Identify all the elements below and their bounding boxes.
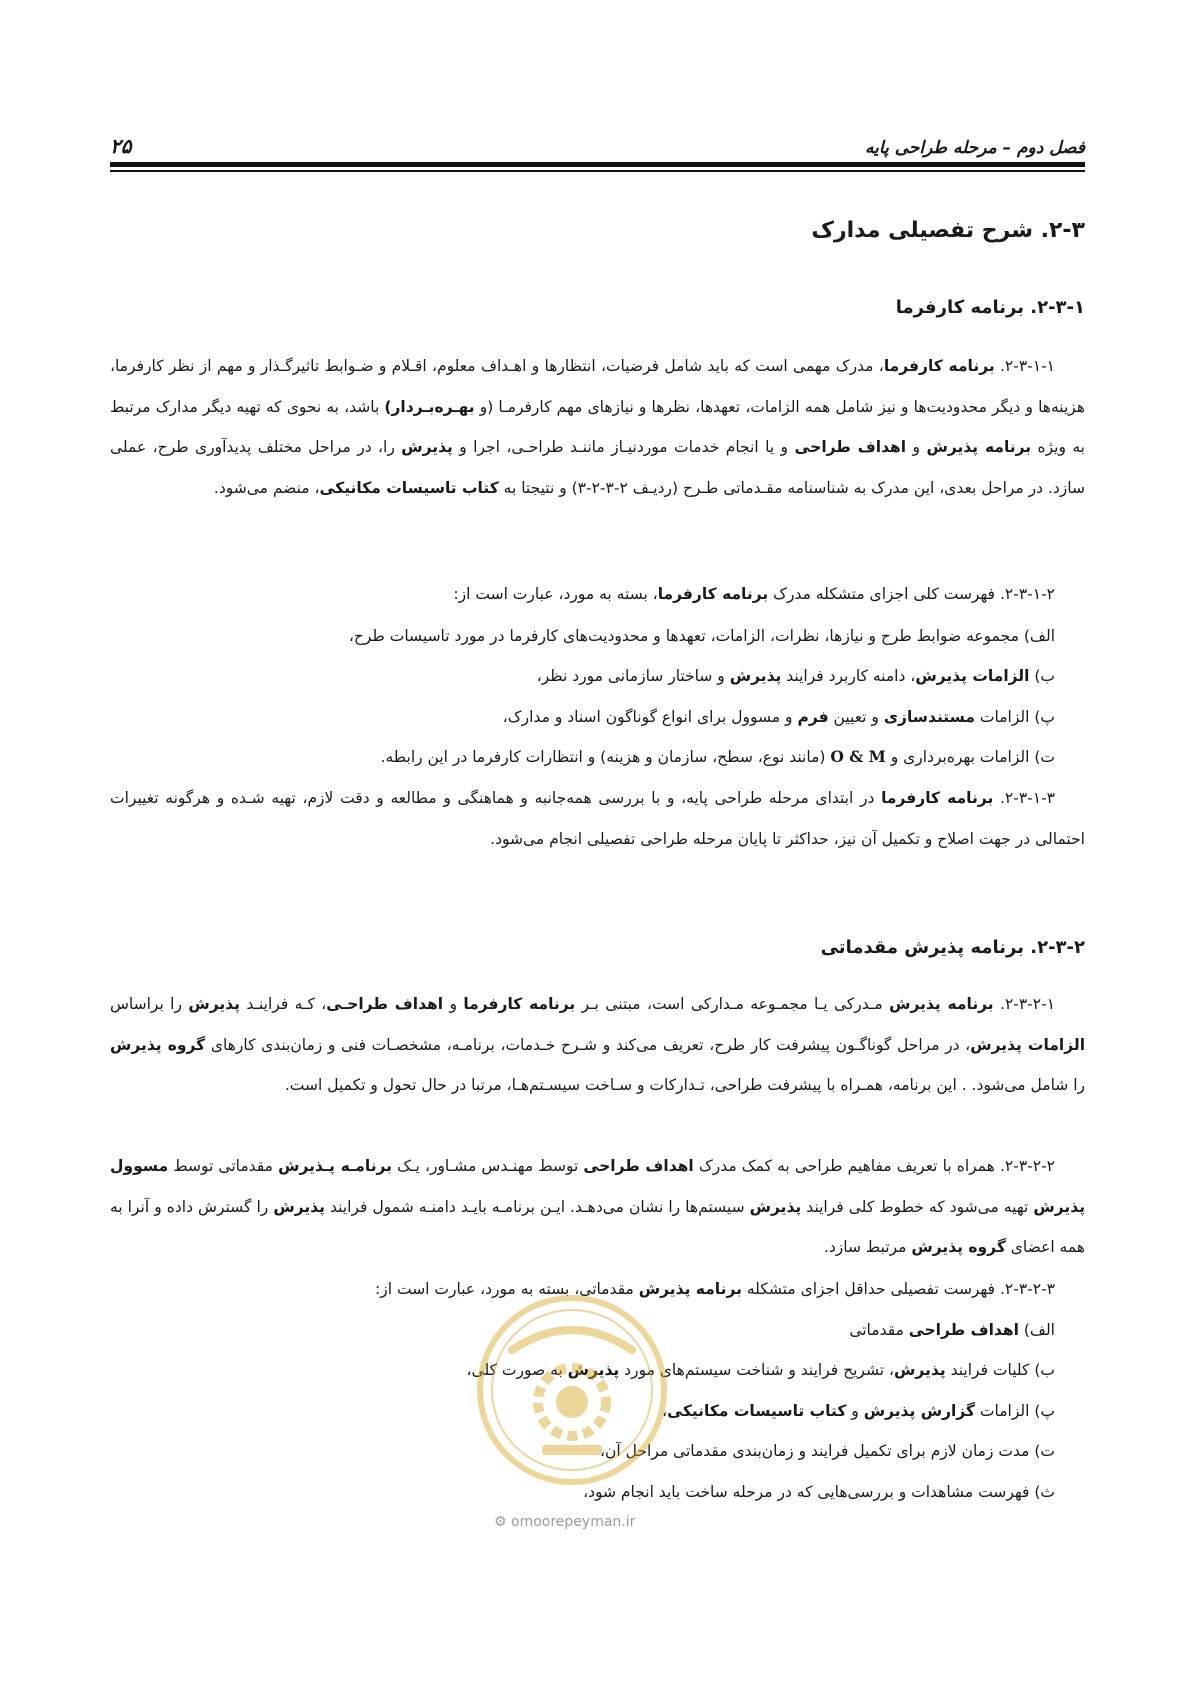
header-rule-thin xyxy=(110,170,1085,172)
paragraph-2-3-1-3: ۲-۳-۱-۳. برنامه کارفرما در ابتدای مرحله طراحی پایه، و با بررسی همه‌جانبه و هماهنگی و مطالعه و دقت لازم، تهیه شـده و هرگونه تغییرات احتمالی در جهت اصلاح و تکمیل آن نیز، حداکثر تا پایان مرحله طراحی تفصیلی انجام می‌شود. xyxy=(110,789,1085,848)
subsection-title-employer-program: ۲-۳-۱. برنامه کارفرما xyxy=(895,297,1085,318)
watermark-url: ⚙ omoorepeyman.ir xyxy=(494,1514,636,1530)
section-title: ۲-۳. شرح تفصیلی مدارک xyxy=(811,218,1085,243)
running-header xyxy=(110,128,1085,158)
list-item: الف) اهداف طراحی مقدماتی xyxy=(849,1321,1055,1339)
page-number: ۲۵ xyxy=(110,134,132,158)
header-rule-thick xyxy=(110,162,1085,167)
list-item: ب) الزامات پذیرش، دامنه کاربرد فرایند پذیرش و ساختار سازمانی مورد نظر، xyxy=(536,667,1055,685)
paragraph-2-3-1-1: ۲-۳-۱-۱. برنامه کارفرما، مدرک مهمی است که باید شامل فرضیات، انتظارها و اهـداف معلوم، اقـلام و ضـوابط تاثیرگـذار و مهم از نظر کارفرما، هزینه‌ها و دیگر محدودیت‌ها و نیز شامل همه الزامات، تعهدها، نظرها و نیازهای مهم کارفرمـا (و بهـره‌بـردار) باشد، به نحوی که تهیه دیگر مدارک مرتبط به ویژه برنامه پذیرش و اهداف طراحی و یا انجام خدمات موردنیـاز ماننـد طراحـی، اجرا و پذیرش را، در مراحل مختلف پدیدآوری طرح، عملی سازد. در مراحل بعدی، این مدرک به شناسنامه مقـدماتی طـرح (ردیـف ۲-۳-۲-۳) و نتیجتا به کتاب تاسیسات مکانیکی، منضم می‌شود. xyxy=(110,357,1085,497)
subsection-title-commissioning-program: ۲-۳-۲. برنامه پذیرش مقدماتی xyxy=(820,937,1085,958)
document-page xyxy=(110,0,1085,1684)
paragraph-2-3-1-2: ۲-۳-۱-۲. فهرست کلی اجزای متشکله مدرک برنامه کارفرما، بسته به مورد، عبارت است از: xyxy=(453,585,1055,603)
list-item: ت) الزامات بهره‌برداری و O & M (مانند نوع، سطح، سازمان و هزینه) و انتظارات کارفرما در این رابطه. xyxy=(380,747,1055,766)
chapter-title: فصل دوم – مرحله طراحی پایه xyxy=(865,138,1085,158)
list-item: ب) کلیات فرایند پذیرش، تشریح فرایند و شناخت سیستم‌های مورد پذیرش به صورت کلی، xyxy=(466,1361,1055,1379)
paragraph-2-3-2-3: ۲-۳-۲-۳. فهرست تفصیلی حداقل اجزای متشکله برنامه پذیرش مقدماتی، بسته به مورد، عبارت است از: xyxy=(375,1280,1055,1298)
list-item: پ) الزامات مستندسازی و تعیین فرم و مسوول برای انواع گوناگون اسناد و مدارک، xyxy=(502,708,1055,726)
list-item: ت) مدت زمان لازم برای تکمیل فرایند و زمان‌بندی مقدماتی مراحل آن، xyxy=(600,1442,1055,1460)
paragraph-2-3-2-1: ۲-۳-۲-۱. برنامه پذیرش مـدرکی یـا مجمـوعه مـدارکی است، مبتنی بـر برنامه کارفرما و اهداف طراحـی، کـه فراینـد پذیرش را براساس الزامات پذیرش، در مراحل گوناگـون پیشرفت کار طرح، تعریف می‌کند و شـرح خـدمات، برنامـه، مشخصـات فنی و زمان‌بندی کارهای گروه پذیرش را شامل می‌شود. . این برنامه، همـراه با پیشرفت طراحی، تـدارکات و سـاخت سیسـتم‌هـا، مرتبا در حال تحول و تکمیل است. xyxy=(110,995,1086,1094)
list-item: پ) الزامات گزارش پذیرش و کتاب تاسیسات مکانیکی، xyxy=(662,1402,1055,1420)
list-item: الف) مجموعه ضوابط طرح و نیازها، نظرات، الزامات، تعهدها و محدودیت‌های کارفرما در مورد تاسیسات طرح، xyxy=(348,627,1055,645)
list-item: ث) فهرست مشاهدات و بررسی‌هایی که در مرحله ساخت باید انجام شود، xyxy=(583,1483,1055,1501)
paragraph-2-3-2-2: ۲-۳-۲-۲. همراه با تعریف مفاهیم طراحی به کمک مدرک اهداف طراحی توسط مهنـدس مشـاور، یـک برنامـه پـذیرش مقدماتی توسط مسوول پذیرش تهیه می‌شود که خطوط کلی فرایند پذیرش سیستم‌ها را نشان می‌دهـد. ایـن برنامـه بایـد دامنـه شمول فرایند پذیرش را گسترش داده و آنرا به همه اعضای گروه پذیرش مرتبط سازد. xyxy=(110,1157,1086,1256)
